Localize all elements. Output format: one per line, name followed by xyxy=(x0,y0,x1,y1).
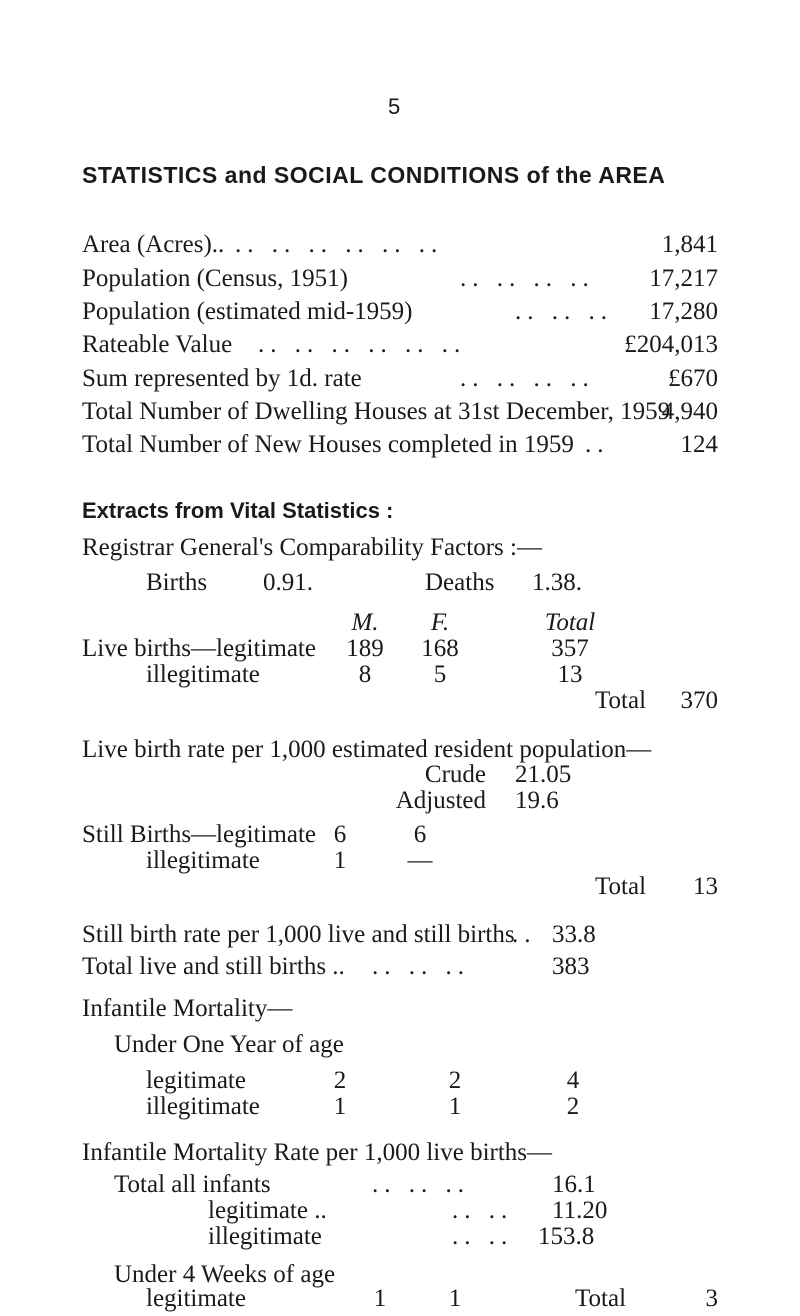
row-label: illegitimate xyxy=(146,661,260,688)
leader-dots: .. .. .. xyxy=(515,298,613,325)
row-label: legitimate .. xyxy=(208,1197,327,1224)
stat-label: Rateable Value xyxy=(82,331,233,358)
row-label: legitimate xyxy=(146,1285,246,1312)
cell-value: 1 xyxy=(373,1285,387,1312)
crude-label: Crude xyxy=(424,761,486,788)
row-label: legitimate xyxy=(146,1067,246,1094)
cell-value: 1 xyxy=(448,1093,462,1120)
cell-value: 5 xyxy=(433,661,447,688)
stat-label: Population (estimated mid-1959) xyxy=(82,298,413,325)
births-factor-label: Births xyxy=(146,569,208,596)
leader-dots: .. xyxy=(512,921,537,948)
under-one-label: Under One Year of age xyxy=(114,1031,344,1058)
total-live-still-value: 383 xyxy=(552,953,590,980)
column-header-f: F. xyxy=(430,609,450,636)
leader-dots: .. .. .. .. xyxy=(460,365,595,392)
stat-value: 1,841 xyxy=(661,231,718,258)
total-value: 370 xyxy=(680,687,718,714)
cell-value: 168 xyxy=(421,635,459,662)
stat-label: Total Number of Dwelling Houses at 31st December, 1959 xyxy=(82,398,671,425)
leader-dots: .. .. .. xyxy=(372,953,470,980)
deaths-factor-value: 1.38. xyxy=(532,569,582,596)
stat-label: Sum represented by 1d. rate xyxy=(82,365,362,392)
cell-value: 1 xyxy=(333,847,347,874)
stat-value: 4,940 xyxy=(661,398,718,425)
comparability-label: Registrar General's Comparability Factors :— xyxy=(82,534,542,561)
row-label: Total all infants xyxy=(114,1171,271,1198)
birth-rate-label: Live birth rate per 1,000 estimated resident population— xyxy=(82,736,652,763)
column-header-total: Total xyxy=(544,609,596,636)
leader-dots: .. .. .. .. .. .. xyxy=(235,231,444,258)
still-rate-label: Still birth rate per 1,000 live and still births xyxy=(82,921,515,948)
under-four-heading: Under 4 Weeks of age xyxy=(114,1261,336,1288)
total-label: Total xyxy=(575,1285,627,1312)
deaths-factor-label: Deaths xyxy=(425,569,495,596)
cell-value: 1 xyxy=(448,1285,462,1312)
stat-value: 124 xyxy=(680,431,718,458)
row-label: illegitimate xyxy=(208,1223,322,1250)
section-heading: Extracts from Vital Statistics : xyxy=(82,498,394,523)
cell-value: 13 xyxy=(557,661,583,688)
total-value: 13 xyxy=(693,873,718,900)
stat-label: Area (Acres).. xyxy=(82,231,225,258)
leader-dots: .. .. .. .. xyxy=(460,265,595,292)
stat-value: 17,280 xyxy=(649,298,718,325)
stat-value: 17,217 xyxy=(649,265,718,292)
leader-dots: .. .. .. .. .. .. xyxy=(258,331,467,358)
still-rate-value: 33.8 xyxy=(552,921,596,948)
stat-value: £204,013 xyxy=(624,331,718,358)
cell-value: 4 xyxy=(566,1067,580,1094)
stat-label: Total Number of New Houses completed in 1959 xyxy=(82,431,574,458)
page-title: STATISTICS and SOCIAL CONDITIONS of the AREA xyxy=(82,162,666,188)
cell-value: 2 xyxy=(333,1067,347,1094)
stat-label: Population (Census, 1951) xyxy=(82,265,348,292)
adjusted-value: 19.6 xyxy=(515,787,559,814)
infant-heading: Infantile Mortality— xyxy=(82,995,293,1022)
births-factor-value: 0.91. xyxy=(263,569,313,596)
leader-dots: .. .. xyxy=(452,1223,514,1250)
cell-value: 2 xyxy=(566,1093,580,1120)
row-label: Live births—legitimate xyxy=(82,635,316,662)
stat-value: £670 xyxy=(668,365,718,392)
cell-value: 189 xyxy=(346,635,384,662)
crude-value: 21.05 xyxy=(515,761,572,788)
row-label: illegitimate xyxy=(146,847,260,874)
cell-value: 1 xyxy=(333,1093,347,1120)
total-value: 3 xyxy=(705,1285,718,1312)
total-label: Total xyxy=(595,873,647,900)
leader-dots: .. .. xyxy=(452,1197,514,1224)
cell-value: 6 xyxy=(333,821,347,848)
total-label: Total xyxy=(595,687,647,714)
column-header-m: M. xyxy=(351,609,379,636)
rate-value: 153.8 xyxy=(538,1223,595,1250)
adjusted-label: Adjusted xyxy=(395,787,486,814)
cell-value: 357 xyxy=(551,635,589,662)
leader-dots: .. xyxy=(585,431,610,458)
cell-value: 8 xyxy=(358,661,372,688)
rate-value: 16.1 xyxy=(552,1171,596,1198)
total-live-still-label: Total live and still births .. xyxy=(82,953,345,980)
page-number: 5 xyxy=(388,94,401,119)
cell-value: — xyxy=(407,847,433,874)
row-label: Still Births—legitimate xyxy=(82,821,317,848)
infant-rate-heading: Infantile Mortality Rate per 1,000 live births— xyxy=(82,1139,553,1166)
rate-value: 11.20 xyxy=(552,1197,608,1224)
cell-value: 2 xyxy=(448,1067,462,1094)
cell-value: 6 xyxy=(413,821,427,848)
leader-dots: .. .. .. xyxy=(372,1171,470,1198)
row-label: illegitimate xyxy=(146,1093,260,1120)
